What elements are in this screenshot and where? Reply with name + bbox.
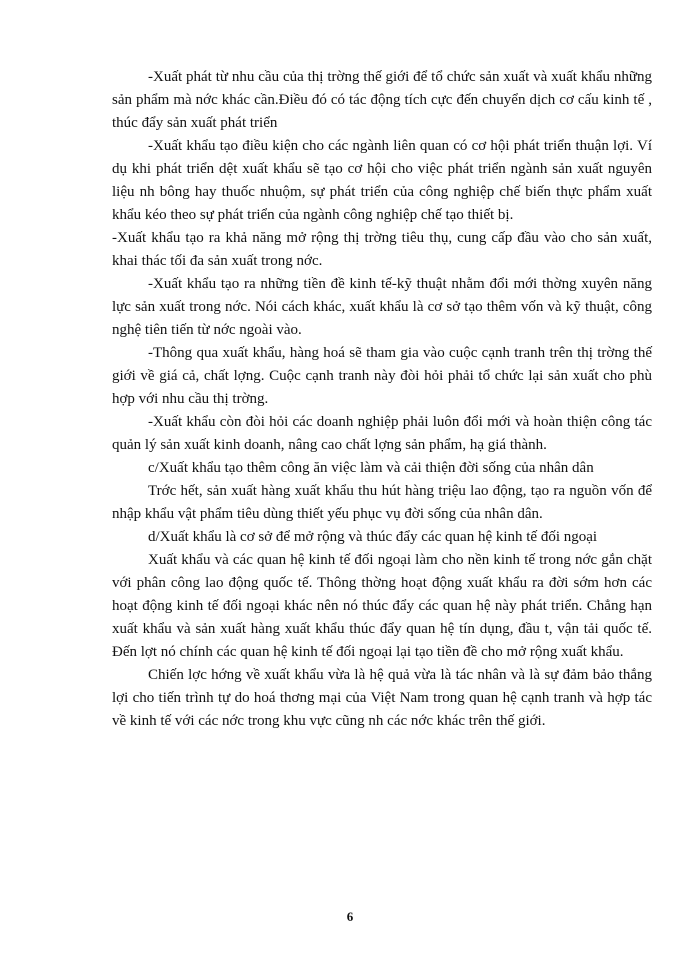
- paragraph-enterprise-innovation: -Xuất khẩu còn đòi hỏi các doanh nghiệp phải luôn đổi mới và hoàn thiện công tác quản lý sản xuất kinh doanh, nâng cao chất lợng sản phẩm, hạ giá thành.: [112, 414, 652, 453]
- document-body: [112, 66, 652, 733]
- paragraph-related-industries: -Xuất khẩu tạo điều kiện cho các ngành liên quan có cơ hội phát triển thuận lợi. Ví dụ khi phát triển dệt xuất khẩu sẽ tạo cơ hội cho việc phát triển ngành sản xuất nguyên liệu nh bông hay thuốc nhuộm, sự phát triển của công nghiệp chế biến thực phẩm xuất khẩu kéo theo sự phát triển của ngành công nghiệp chế tạo thiết bị.: [112, 138, 652, 223]
- paragraph-market-demand: -Xuất phát từ nhu cầu của thị trờng thế giới để tổ chức sản xuất và xuất khẩu những sản phẩm mà nớc khác cần.Điều đó có tác động tích cực đến chuyển dịch cơ cấu kinh tế , thúc đẩy sản xuất phát triển: [112, 69, 652, 131]
- paragraph-competition: -Thông qua xuất khẩu, hàng hoá sẽ tham gia vào cuộc cạnh tranh trên thị trờng thế giới về giá cả, chất lợng. Cuộc cạnh tranh này đòi hỏi phải tổ chức lại sản xuất cho phù hợp với nhu cầu thị trờng.: [112, 345, 652, 407]
- paragraph-strategy: Chiến lợc hớng về xuất khẩu vừa là hệ quả vừa là tác nhân và là sự đảm bảo thắng lợi cho tiến trình tự do hoá thơng mại của Việt Nam trong quan hệ cạnh tranh và hợp tác về kinh tế với các nớc trong khu vực cũng nh các nớc khác trên thế giới.: [112, 667, 652, 729]
- heading-external-relations: d/Xuất khẩu là cơ sở để mở rộng và thúc đẩy các quan hệ kinh tế đối ngoại: [148, 529, 598, 545]
- paragraph-external-relations: Xuất khẩu và các quan hệ kinh tế đối ngoại làm cho nền kinh tế trong nớc gắn chặt với phân công lao động quốc tế. Thông thờng hoạt động xuất khẩu ra đời sớm hơn các hoạt động kinh tế đối ngoại khác nên nó thúc đẩy các quan hệ này phát triển. Chẳng hạn xuất khẩu và sản xuất hàng xuất khẩu thúc đẩy quan hệ tín dụng, đầu t, vận tải quốc tế. Đến lợt nó chính các quan hệ kinh tế đối ngoại lại tạo tiền đề cho mở rộng xuất khẩu.: [112, 552, 652, 660]
- paragraph-technical-premises: -Xuất khẩu tạo ra những tiền đề kinh tế-kỹ thuật nhằm đổi mới thờng xuyên năng lực sản xuất trong nớc. Nói cách khác, xuất khẩu là cơ sở tạo thêm vốn và kỹ thuật, công nghệ tiên tiến từ nớc ngoài vào.: [112, 276, 652, 338]
- paragraph-market-expansion: -Xuất khẩu tạo ra khả năng mở rộng thị trờng tiêu thụ, cung cấp đầu vào cho sản xuất, khai thác tối đa sản xuất trong nớc.: [112, 230, 652, 269]
- page-number: 6: [346, 909, 354, 924]
- heading-employment: c/Xuất khẩu tạo thêm công ăn việc làm và cải thiện đời sống của nhân dân: [148, 460, 594, 476]
- paragraph-employment: Trớc hết, sản xuất hàng xuất khẩu thu hút hàng triệu lao động, tạo ra nguồn vốn để nhập khẩu vật phẩm tiêu dùng thiết yếu phục vụ đời sống của nhân dân.: [112, 483, 652, 522]
